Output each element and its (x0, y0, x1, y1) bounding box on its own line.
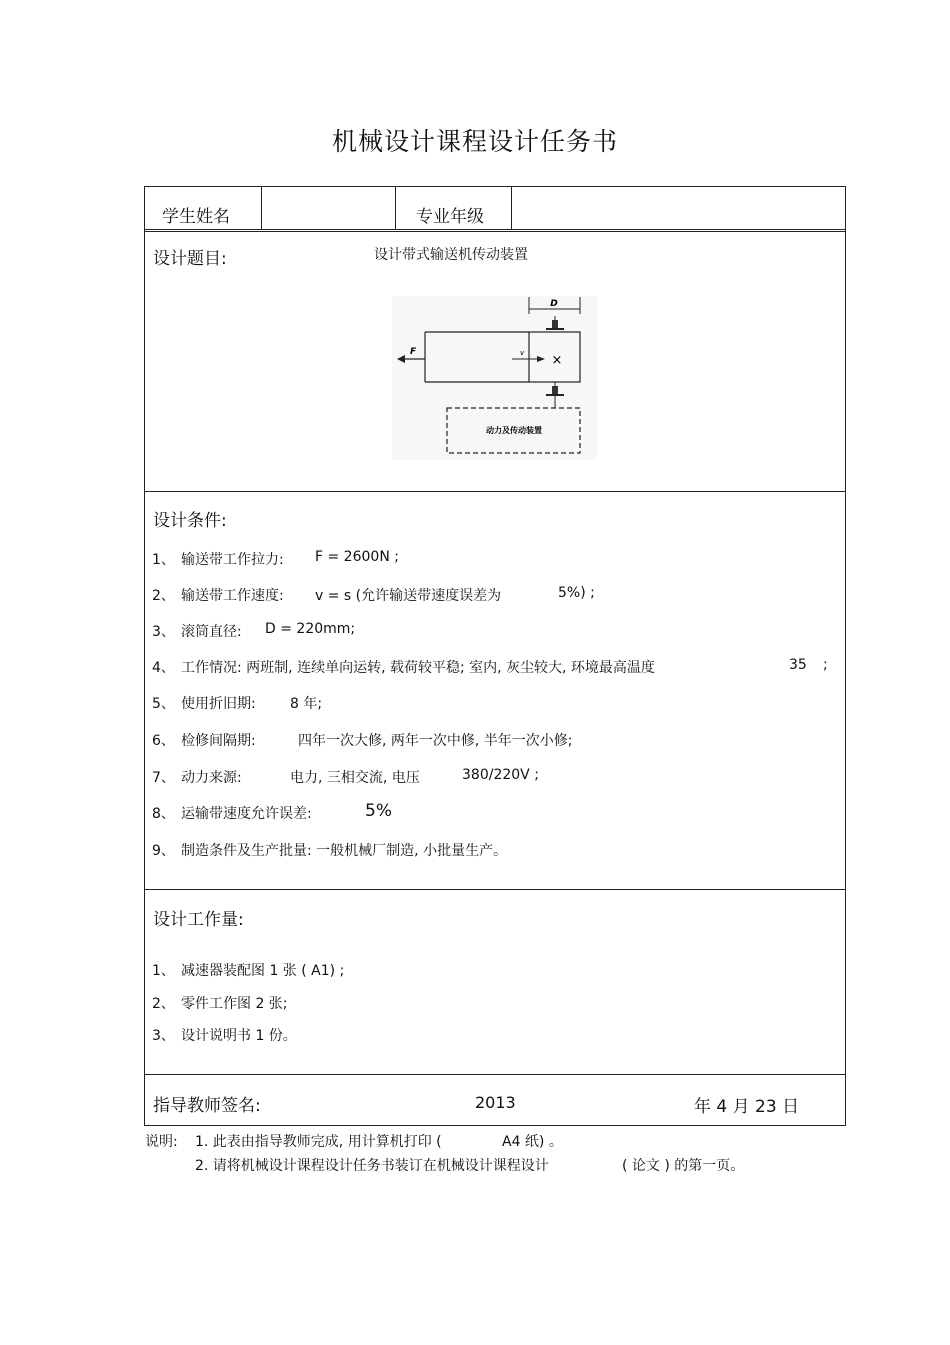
diagram-label-d: D (550, 299, 558, 309)
condition-value-5: 8 年; (290, 696, 323, 712)
condition-value-2b: 5%) ; (558, 585, 595, 601)
condition-text-8: 运输带速度允许误差: (181, 806, 312, 822)
note-line-2: 2. 请将机械设计课程设计任务书装订在机械设计课程设计 (195, 1158, 549, 1174)
topic-top-border (144, 231, 846, 232)
condition-num-5: 5、 (152, 696, 175, 712)
condition-text-6: 检修间隔期: (181, 733, 256, 749)
signature-label: 指导教师签名: (153, 1096, 261, 1116)
header-divider-1 (261, 186, 262, 230)
condition-value-4b: ; (823, 657, 828, 673)
condition-text-2: 输送带工作速度: (181, 588, 284, 604)
condition-value-6: 四年一次大修, 两年一次中修, 半年一次小修; (298, 733, 573, 749)
conditions-top-border (144, 491, 846, 492)
signature-year: 2013 (475, 1093, 516, 1112)
page-title: 机械设计课程设计任务书 (331, 127, 618, 156)
workload-num-1: 1、 (152, 963, 175, 979)
condition-num-1: 1、 (152, 552, 175, 568)
workload-top-border (144, 889, 846, 890)
header-divider-3 (511, 186, 512, 230)
note-line-1b: A4 纸) 。 (502, 1134, 563, 1150)
header-top-border (144, 186, 846, 187)
notes-label: 说明: (145, 1134, 178, 1150)
table-right-border (845, 186, 846, 1126)
diagram-label-f: F (410, 347, 417, 357)
condition-text-4: 工作情况: 两班制, 连续单向运转, 载荷较平稳; 室内, 灰尘较大, 环境最高温度 (181, 660, 655, 676)
condition-num-6: 6、 (152, 733, 175, 749)
signature-date: 年 4 月 23 日 (694, 1097, 800, 1117)
condition-text-5: 使用折旧期: (181, 696, 256, 712)
signature-top-border (144, 1074, 846, 1075)
student-name-label: 学生姓名 (162, 207, 230, 227)
workload-text-3: 设计说明书 1 份。 (181, 1028, 297, 1044)
condition-text-3: 滚筒直径: (181, 624, 242, 640)
condition-value-2: v = s (允许输送带速度误差为 (315, 588, 502, 604)
design-topic-value: 设计带式输送机传动装置 (374, 247, 528, 263)
table-bottom-border (144, 1125, 846, 1126)
condition-num-3: 3、 (152, 624, 175, 640)
diagram-box-label: 动力及传动装置 (486, 426, 542, 435)
note-line-1: 1. 此表由指导教师完成, 用计算机打印 ( (195, 1134, 442, 1150)
header-divider-2 (395, 186, 396, 230)
condition-value-4: 35 (789, 657, 807, 673)
diagram-label-x: × (551, 353, 563, 368)
condition-value-7b: 380/220V ; (462, 767, 539, 783)
workload-num-2: 2、 (152, 996, 175, 1012)
condition-text-7: 动力来源: (181, 770, 242, 786)
workload-text-1: 减速器装配图 1 张 ( A1) ; (181, 963, 345, 979)
conveyor-diagram (392, 296, 597, 460)
major-grade-label: 专业年级 (416, 207, 484, 227)
condition-num-4: 4、 (152, 660, 175, 676)
workload-label: 设计工作量: (153, 910, 244, 930)
condition-value-3: D = 220mm; (265, 621, 356, 637)
design-conditions-label: 设计条件: (153, 511, 227, 531)
condition-num-7: 7、 (152, 770, 175, 786)
diagram-label-v: v (520, 349, 525, 357)
condition-value-1: F = 2600N ; (315, 549, 399, 565)
condition-num-9: 9、 (152, 843, 175, 859)
condition-value-7: 电力, 三相交流, 电压 (290, 770, 420, 786)
condition-text-1: 输送带工作拉力: (181, 552, 284, 568)
design-topic-label: 设计题目: (153, 249, 227, 269)
header-bottom-border (144, 229, 846, 230)
workload-text-2: 零件工作图 2 张; (181, 996, 288, 1012)
workload-num-3: 3、 (152, 1028, 175, 1044)
table-left-border (144, 186, 145, 1126)
condition-num-8: 8、 (152, 806, 175, 822)
condition-value-8: 5% (365, 801, 392, 821)
condition-text-9: 制造条件及生产批量: 一般机械厂制造, 小批量生产。 (181, 843, 508, 859)
note-line-2b: ( 论文 ) 的第一页。 (622, 1158, 745, 1174)
condition-num-2: 2、 (152, 588, 175, 604)
